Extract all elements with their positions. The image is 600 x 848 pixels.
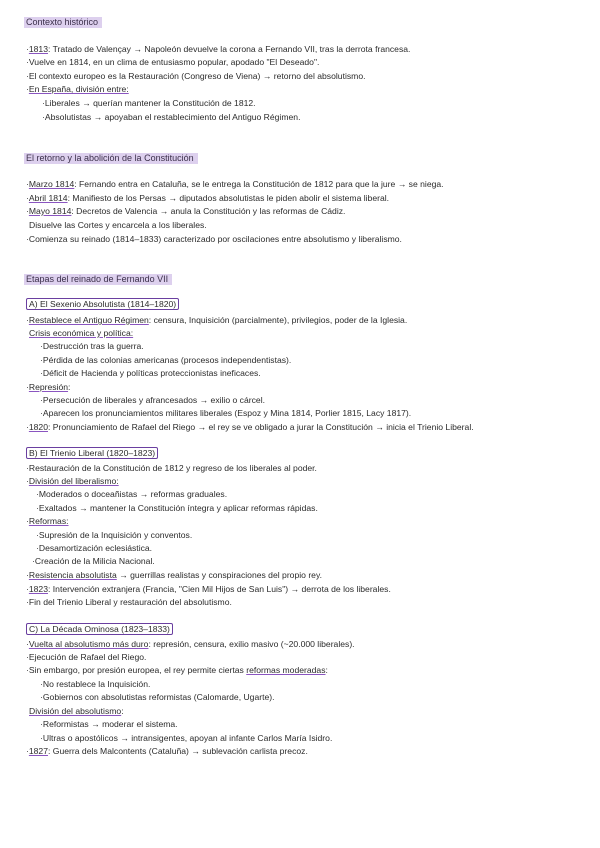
text: : Pronunciamiento de Rafael del Riego → el rey se ve obligado a jurar la Constitución → inicia el Trienio Liberal.: [48, 422, 474, 432]
date: Marzo 1814: [28, 179, 75, 189]
line-c1: [26, 639, 355, 650]
text: Creación de la Milicia Nacional.: [34, 556, 155, 566]
section-heading-context: Contexto histórico: [24, 17, 102, 28]
text: → guerrillas realistas y conspiraciones del propio rey.: [116, 570, 323, 580]
line-absolutistas: [42, 112, 300, 123]
text: Destrucción tras la guerra.: [42, 341, 144, 351]
section-heading-etapas: Etapas del reinado de Fernando VII: [24, 274, 172, 285]
text: Desamortización eclesiástica.: [38, 543, 153, 553]
line-b3: [36, 489, 227, 500]
subsection-c-title: [26, 624, 173, 635]
line-a6: · Represión:: [26, 382, 70, 393]
text: No restablece la Inquisición.: [42, 679, 151, 689]
line-disuelve: [29, 220, 207, 231]
line-c9: [26, 746, 308, 757]
text: Aparecen los pronunciamientos militares liberales (Espoz y Mina 1814, Porlier 1815, Lacy 1817).: [42, 408, 412, 418]
text: División del absolutismo: [29, 706, 122, 716]
title: C) La Década Ominosa (1823–1833): [26, 623, 173, 635]
text: Comienza su reinado (1814–1833) caracterizado por oscilaciones entre absolutismo y liberalismo.: [28, 234, 402, 244]
text: Restablece el Antiguo Régimen: [28, 315, 149, 325]
date-1813: 1813: [28, 44, 48, 54]
date: 1820: [28, 422, 48, 432]
subsection-b-title: [26, 448, 158, 459]
line-c6: División del absolutismo:: [29, 706, 124, 716]
line-c5: [40, 692, 275, 703]
date: 1823: [28, 584, 48, 594]
text: En España, división entre:: [28, 84, 129, 94]
date: 1827: [28, 746, 48, 756]
line-liberales: [42, 98, 256, 109]
line-marzo: [26, 179, 444, 190]
text: Déficit de Hacienda y políticas proteccionistas ineficaces.: [42, 368, 261, 378]
text: División del liberalismo:: [28, 476, 119, 486]
text: Disuelve las Cortes y encarcela a los liberales.: [29, 220, 207, 230]
date: Mayo 1814: [28, 206, 72, 216]
text: El contexto europeo es la Restauración (Congreso de Viena) → retorno del absolutismo.: [28, 71, 366, 81]
text: Reformistas → moderar el sistema.: [42, 719, 178, 729]
text: : Manifiesto de los Persas → diputados absolutistas le piden abolir el sistema liberal.: [67, 193, 390, 203]
line-b8: [32, 556, 155, 567]
title: B) El Trienio Liberal (1820–1823): [26, 447, 158, 459]
text: Crisis económica y política:: [29, 328, 134, 338]
title: A) El Sexenio Absolutista (1814–1820): [26, 298, 179, 310]
text-1813: : Tratado de Valençay → Napoleón devuelve la corona a Fernando VII, tras la derrota francesa.: [48, 44, 411, 54]
line-c8: [40, 733, 332, 744]
text: : Fernando entra en Cataluña, se le entrega la Constitución de 1812 para que la jure → se niega.: [74, 179, 444, 189]
text: Liberales → querían mantener la Constitución de 1812.: [44, 98, 256, 108]
line-b11: [26, 597, 232, 608]
text: Restauración de la Constitución de 1812 y regreso de los liberales al poder.: [28, 463, 317, 473]
line-b6: [36, 530, 192, 541]
line-c7: [40, 719, 178, 730]
line-a1: [26, 315, 407, 326]
line-abril: [26, 193, 389, 204]
text: : represión, censura, exilio masivo (~20.000 liberales).: [148, 639, 355, 649]
text: Persecución de liberales y afrancesados → exilio o cárcel.: [42, 395, 265, 405]
line-b2: [26, 476, 119, 487]
text: : Intervención extranjera (Francia, "Cien Mil Hijos de San Luis") → derrota de los liberales.: [48, 584, 391, 594]
text: Exaltados → mantener la Constitución íntegra y aplicar reformas rápidas.: [38, 503, 318, 513]
text: Gobiernos con absolutistas reformistas (Calomarde, Ugarte).: [42, 692, 275, 702]
line-c3: · Sin embargo, por presión europea, el rey permite ciertas reformas moderadas:: [26, 665, 328, 676]
text: Reformas:: [28, 516, 69, 526]
text: : Guerra dels Malcontents (Cataluña) → sublevación carlista precoz.: [48, 746, 308, 756]
text: Pérdida de las colonias americanas (procesos independentistas).: [42, 355, 292, 365]
line-a7: [40, 395, 265, 406]
text: Represión: [28, 382, 69, 392]
line-b10: [26, 584, 391, 595]
line-a9: [26, 422, 474, 433]
line-b9: [26, 570, 322, 581]
line-division: [26, 84, 129, 95]
line-b1: [26, 463, 317, 474]
line-a3: [40, 341, 144, 352]
line-reinado: [26, 234, 402, 245]
text: Fin del Trienio Liberal y restauración del absolutismo.: [28, 597, 232, 607]
line-b4: [36, 503, 318, 514]
line-a5: [40, 368, 261, 379]
line-a2: [29, 328, 133, 339]
text: : Decretos de Valencia → anula la Constitución y las reformas de Cádiz.: [71, 206, 346, 216]
line-c2: [26, 652, 146, 663]
line-b7: [36, 543, 152, 554]
line-a4: [40, 355, 291, 366]
line-b5: [26, 516, 69, 527]
line-c4: [40, 679, 150, 690]
date: Abril 1814: [28, 193, 68, 203]
text: Moderados o doceañistas → reformas graduales.: [38, 489, 228, 499]
text: Vuelta al absolutismo más duro: [28, 639, 149, 649]
text: Vuelve en 1814, en un clima de entusiasmo popular, apodado "El Deseado".: [28, 57, 320, 67]
line-1813: [26, 44, 410, 55]
text: Ejecución de Rafael del Riego.: [28, 652, 147, 662]
text: Absolutistas → apoyaban el restablecimiento del Antiguo Régimen.: [44, 112, 301, 122]
text: Sin embargo, por presión europea, el rey permite ciertas: [28, 665, 247, 675]
line-a8: [40, 408, 411, 419]
line-contexto: [26, 71, 366, 82]
text: Ultras o apostólicos → intransigentes, apoyan al infante Carlos María Isidro.: [42, 733, 333, 743]
subsection-a-title: [26, 299, 179, 310]
text: Resistencia absolutista: [28, 570, 117, 580]
line-mayo: [26, 206, 345, 217]
line-vuelve: [26, 57, 319, 68]
text: : censura, Inquisición (parcialmente), privilegios, poder de la Iglesia.: [148, 315, 408, 325]
text: reformas moderadas: [246, 665, 326, 675]
text: Supresión de la Inquisición y conventos.: [38, 530, 193, 540]
section-heading-retorno: El retorno y la abolición de la Constitución: [24, 153, 198, 164]
